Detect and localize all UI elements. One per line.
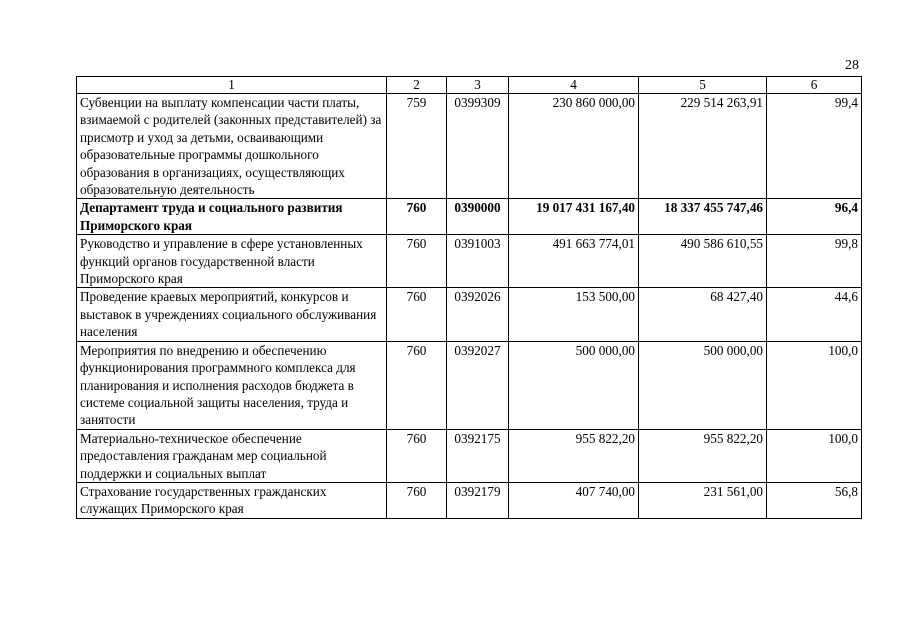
row-col6: 56,8 [767,482,862,518]
row-col5: 68 427,40 [639,288,767,341]
row-col4: 407 740,00 [509,482,639,518]
header-col-3: 3 [447,77,509,94]
row-col4: 19 017 431 167,40 [509,199,639,235]
row-col3: 0392175 [447,429,509,482]
row-col2: 759 [387,94,447,199]
row-col2: 760 [387,199,447,235]
row-col6: 100,0 [767,429,862,482]
row-col5: 18 337 455 747,46 [639,199,767,235]
row-col4: 955 822,20 [509,429,639,482]
row-col4: 491 663 774,01 [509,235,639,288]
row-col6: 99,8 [767,235,862,288]
row-col6: 100,0 [767,341,862,429]
row-col3: 0391003 [447,235,509,288]
table-row [77,288,862,341]
row-col3: 0390000 [447,199,509,235]
table-row [77,235,862,288]
row-col2: 760 [387,341,447,429]
row-col6: 96,4 [767,199,862,235]
row-name: Мероприятия по внедрению и обеспечению функционирования программного комплекса для планирования и исполнения расходов бюджета в системе социальной защиты населения, труда и занятости [77,341,387,429]
row-col5: 955 822,20 [639,429,767,482]
table-row [77,429,862,482]
table-row [77,482,862,518]
header-col-5: 5 [639,77,767,94]
row-col4: 153 500,00 [509,288,639,341]
row-col5: 500 000,00 [639,341,767,429]
table-row [77,94,862,199]
header-col-4: 4 [509,77,639,94]
row-col5: 490 586 610,55 [639,235,767,288]
row-col5: 231 561,00 [639,482,767,518]
header-col-6: 6 [767,77,862,94]
row-col2: 760 [387,482,447,518]
header-col-2: 2 [387,77,447,94]
row-col3: 0399309 [447,94,509,199]
table-row [77,341,862,429]
row-name: Субвенции на выплату компенсации части платы, взимаемой с родителей (законных представителей) за присмотр и уход за детьми, осваивающими образовательные программы дошкольного образования в организациях, осуществляющих образовательную деятельность [77,94,387,199]
row-col2: 760 [387,288,447,341]
row-col3: 0392026 [447,288,509,341]
table-row [77,199,862,235]
row-name: Департамент труда и социального развития Приморского края [77,199,387,235]
row-col3: 0392027 [447,341,509,429]
row-name: Материально-техническое обеспечение предоставления гражданам мер социальной поддержки и социальных выплат [77,429,387,482]
row-col5: 229 514 263,91 [639,94,767,199]
row-col4: 230 860 000,00 [509,94,639,199]
row-col3: 0392179 [447,482,509,518]
page-number: 28 [845,58,859,73]
row-col6: 99,4 [767,94,862,199]
table-header-row [77,77,862,94]
row-col2: 760 [387,429,447,482]
row-col6: 44,6 [767,288,862,341]
budget-table [76,76,862,519]
row-col2: 760 [387,235,447,288]
header-col-1: 1 [77,77,387,94]
row-name: Руководство и управление в сфере установленных функций органов государственной власти Приморского края [77,235,387,288]
row-col4: 500 000,00 [509,341,639,429]
row-name: Проведение краевых мероприятий, конкурсов и выставок в учреждениях социального обслуживания населения [77,288,387,341]
row-name: Страхование государственных гражданских служащих Приморского края [77,482,387,518]
